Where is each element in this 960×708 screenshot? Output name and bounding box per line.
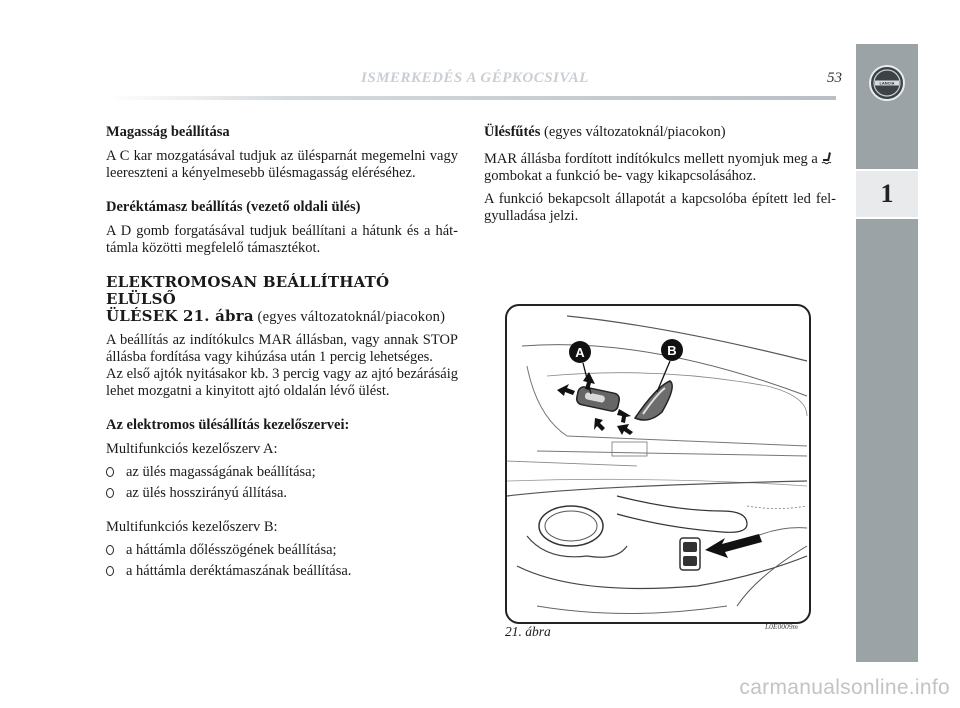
figure-code: L0E0009m bbox=[765, 622, 798, 631]
watermark[interactable]: carmanualsonline.info bbox=[739, 676, 950, 699]
figure-caption: 21. ábra bbox=[505, 624, 551, 639]
list-item-text: az ülés magasságának beállítása; bbox=[126, 464, 316, 480]
seat-heater-icon bbox=[821, 151, 833, 165]
seat-heating-note: (egyes változatoknál/piacokon) bbox=[540, 124, 726, 140]
list-item bbox=[106, 464, 458, 481]
label-a: A bbox=[575, 345, 585, 360]
chapter-side-tab[interactable] bbox=[856, 44, 918, 662]
seat-heating-text-2: A funkció bekapcsolt állapotát a kapcsolóba épített led fel-gyulladása jelzi. bbox=[484, 191, 836, 224]
electric-seats-text-2: Az első ajtók nyitásakor kb. 3 percig vagy az ajtó bezárásáig lehet mozgatni a kinyitott ajtó oldalán lévő ülést. bbox=[106, 366, 458, 399]
list-item-text: az ülés hosszirányú állítása. bbox=[126, 485, 288, 501]
label-b: B bbox=[667, 343, 677, 358]
running-header-title: ISMERKEDÉS A GÉPKOCSIVAL bbox=[361, 70, 589, 86]
section-heading-controls: Az elektromos ülésállítás kezelőszervei: bbox=[106, 417, 350, 433]
seat-heater-buttons bbox=[680, 538, 700, 570]
bullet-icon bbox=[106, 545, 114, 555]
lancia-logo-icon bbox=[868, 64, 906, 102]
left-column bbox=[106, 124, 458, 597]
header-rule bbox=[106, 96, 836, 100]
bullet-icon bbox=[106, 467, 114, 477]
heading-line-2: ÜLÉSEK 21. ábra bbox=[106, 307, 254, 325]
seat-heating-title: Ülésfűtés bbox=[484, 124, 541, 140]
bullet-icon bbox=[106, 566, 114, 576]
heading-line-1: ELEKTROMOSAN BEÁLLÍTHATÓ ELÜLSŐ bbox=[106, 273, 390, 308]
seat-heating-text-1b: gombokat a funkció be- vagy kikapcsolásához. bbox=[484, 168, 757, 184]
pointer-arrow-icon bbox=[705, 534, 762, 558]
seat-controls-illustration bbox=[507, 306, 809, 622]
seat-heating-heading bbox=[484, 124, 836, 141]
seat-heating-text-1 bbox=[484, 151, 836, 185]
section-heading-electric-seats bbox=[106, 274, 458, 326]
svg-text:LANCIA: LANCIA bbox=[879, 80, 895, 86]
list-item bbox=[106, 542, 458, 559]
figure-21 bbox=[505, 304, 811, 624]
chapter-number[interactable]: 1 bbox=[856, 169, 918, 219]
control-b-switch bbox=[635, 381, 672, 420]
control-a-intro: Multifunkciós kezelőszerv A: bbox=[106, 441, 278, 457]
page-number: 53 bbox=[827, 70, 842, 86]
control-b-intro: Multifunkciós kezelőszerv B: bbox=[106, 519, 278, 535]
control-a-list bbox=[106, 464, 458, 502]
section-text-lumbar: A D gomb forgatásával tudjuk beállítani a hátunk és a hát-támla közötti megfelelő támasztékot. bbox=[106, 223, 458, 256]
list-item bbox=[106, 563, 458, 580]
heading-note: (egyes változatoknál/piacokon) bbox=[253, 309, 446, 325]
section-text-height: A C kar mozgatásával tudjuk az ülésparnát megemelni vagy leereszteni a kényelmesebb ülésmagasság eléréséhez. bbox=[106, 148, 458, 181]
section-heading-lumbar: Deréktámasz beállítás (vezető oldali ülés) bbox=[106, 199, 361, 215]
list-item-text: a háttámla deréktámaszának beállítása. bbox=[126, 563, 352, 579]
section-heading-height: Magasság beállítása bbox=[106, 124, 230, 140]
control-a-switch bbox=[576, 386, 621, 412]
list-item bbox=[106, 485, 458, 502]
electric-seats-text-1: A beállítás az indítókulcs MAR állásban, vagy annak STOP állásba fordítása vagy kihúzása után 1 percig lehetséges. bbox=[106, 332, 458, 365]
control-b-list bbox=[106, 542, 458, 580]
seat-heating-text-1a: MAR állásba fordított indítókulcs mellett nyomjuk meg a bbox=[484, 151, 818, 167]
right-column bbox=[484, 124, 836, 242]
bullet-icon bbox=[106, 488, 114, 498]
list-item-text: a háttámla dőlésszögének beállítása; bbox=[126, 542, 337, 558]
